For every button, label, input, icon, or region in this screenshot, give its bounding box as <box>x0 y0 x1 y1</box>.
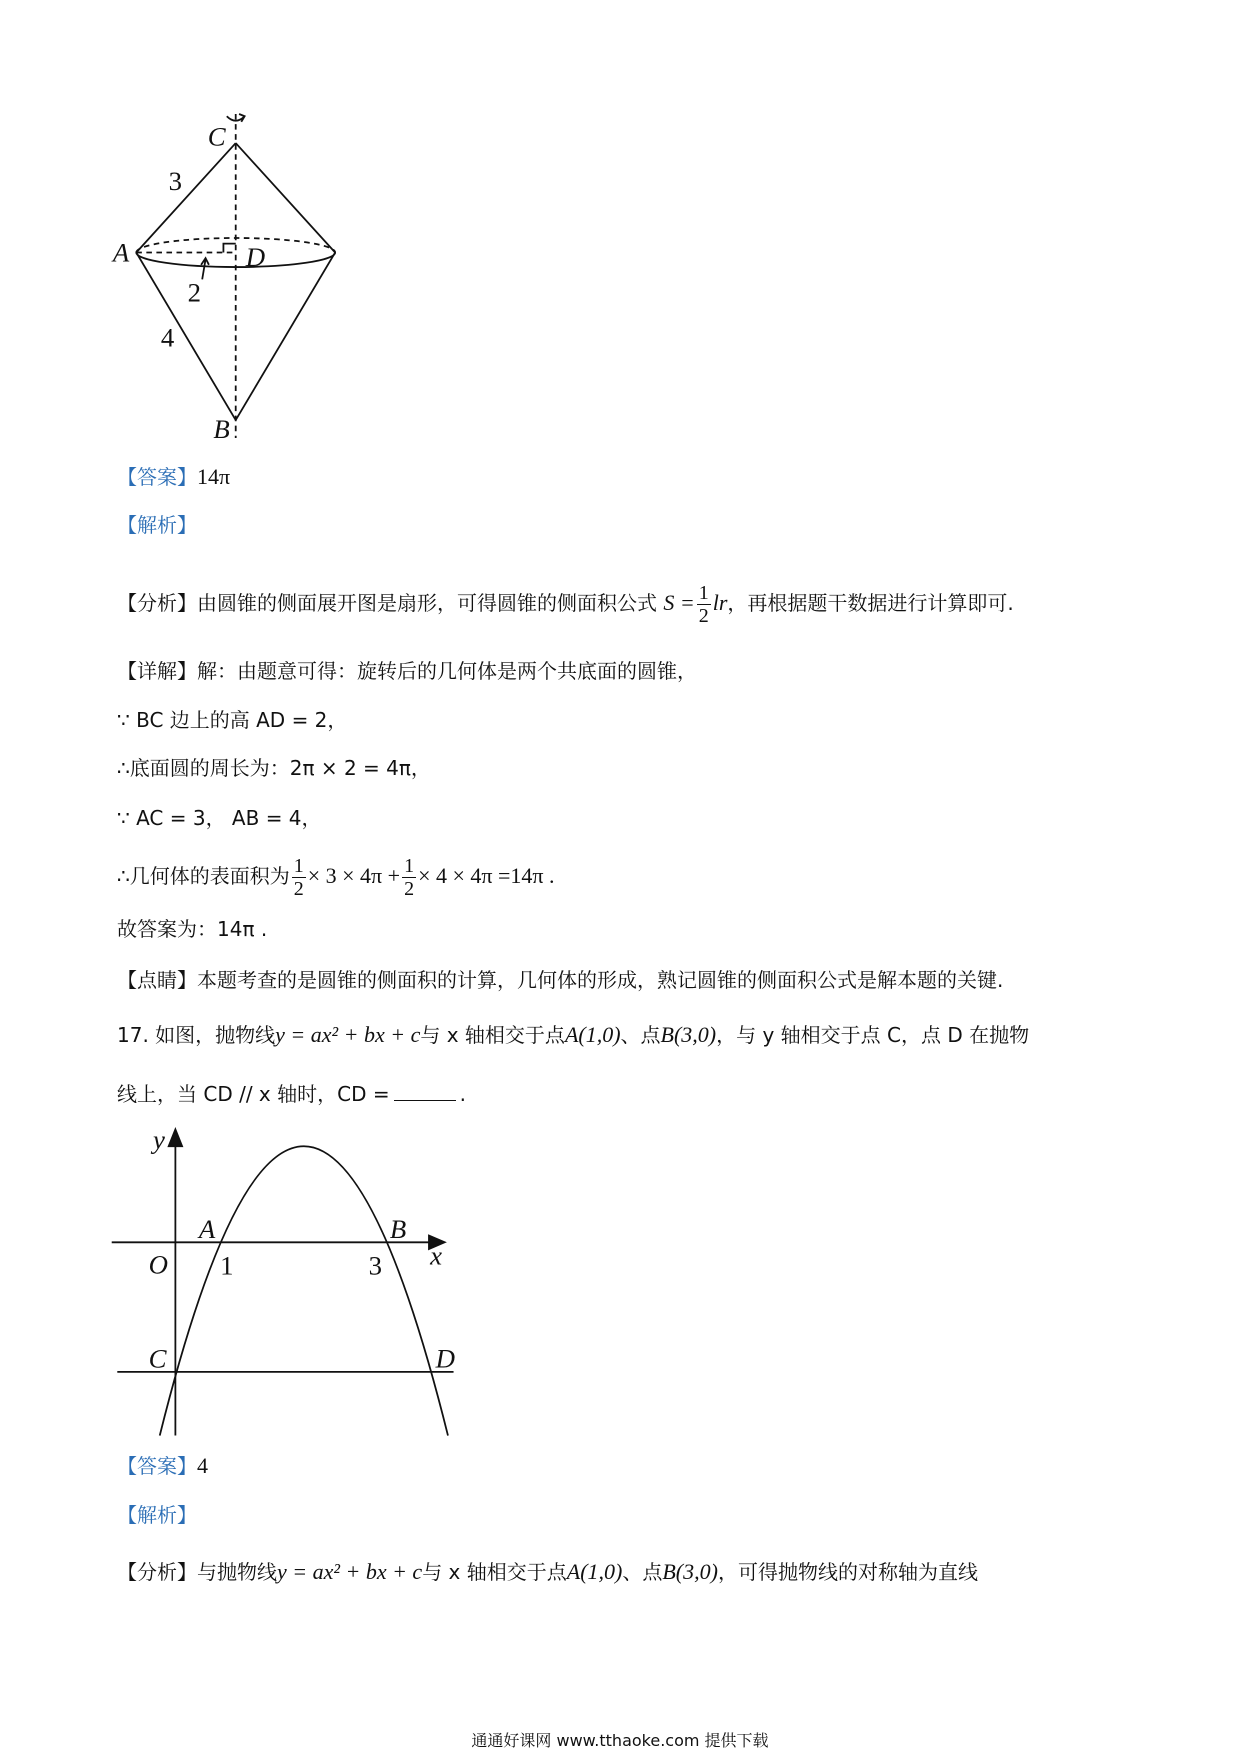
dianjing-tag: 【点睛】 <box>117 968 197 992</box>
q17-stem-line2 <box>117 1081 466 1107</box>
label-B: B <box>213 413 230 444</box>
point-a: A(1,0) <box>564 1022 621 1047</box>
denominator: 2 <box>698 605 709 627</box>
point-a: A(1,0) <box>566 1559 623 1584</box>
parabola-figure <box>112 1124 455 1435</box>
answer-value: 4 <box>197 1453 208 1478</box>
conclusion: 故答案为：14π . <box>117 917 268 941</box>
pointer-arrow-icon <box>201 258 209 279</box>
label-C: C <box>207 121 226 152</box>
equation: y = ax² + bx + c <box>275 1022 421 1047</box>
point-b: B(3,0) <box>662 1559 718 1584</box>
label-x: x <box>430 1240 442 1271</box>
stem-text: 17. 如图，抛物线 <box>117 1023 276 1047</box>
q16-dianjing <box>117 967 1003 993</box>
fraction <box>292 855 306 900</box>
fenxi-text: 、点 <box>622 1560 663 1584</box>
solution-line: ∴底面圆的周长为：2π × 2 = 4π， <box>117 756 431 780</box>
fraction <box>697 582 711 627</box>
label-3: 3 <box>368 1250 383 1281</box>
label-1: 1 <box>220 1250 234 1281</box>
stem-text: 、点 <box>620 1023 661 1047</box>
solution-line: ∵ AC = 3， AB = 4， <box>117 806 322 830</box>
fenxi-tag: 【分析】 <box>117 591 197 615</box>
fenxi-text: 与 x 轴相交于点 <box>422 1560 567 1584</box>
double-cone-figure <box>111 114 335 444</box>
denominator: 2 <box>404 878 415 900</box>
label-ac: 3 <box>168 165 183 196</box>
q17-stem-line1 <box>117 1022 1029 1048</box>
label-C: C <box>148 1343 167 1374</box>
stem-text: ，与 y 轴相交于点 C，点 D 在抛物 <box>716 1023 1030 1047</box>
label-A: A <box>112 237 130 268</box>
numerator: 1 <box>404 855 415 877</box>
fenxi-text: 由圆锥的侧面展开图是扇形，可得圆锥的侧面积公式 <box>197 591 657 615</box>
denominator: 2 <box>293 878 304 900</box>
point-b: B(3,0) <box>660 1022 717 1047</box>
label-D: D <box>435 1343 456 1374</box>
fenxi-text: ，可得抛物线的对称轴为直线 <box>717 1560 978 1584</box>
label-y: y <box>153 1124 165 1155</box>
fenxi-text: 与抛物线 <box>197 1560 277 1584</box>
label-B: B <box>389 1213 407 1244</box>
numerator: 1 <box>698 582 709 604</box>
q16-fenxi <box>117 582 1014 627</box>
label-D: D <box>245 241 266 272</box>
solution-line: ∵ BC 边上的高 AD = 2， <box>117 708 348 732</box>
label-ad: 2 <box>187 277 202 308</box>
label-O: O <box>148 1249 168 1280</box>
fenxi-text-2: ，再根据题干数据进行计算即可. <box>727 591 1014 615</box>
y-axis-arrow-icon <box>169 1129 182 1146</box>
area-term-2: × 4 × 4π =14π . <box>418 863 555 888</box>
answer-tag: 【答案】 <box>117 465 197 489</box>
right-angle-mark <box>223 244 235 253</box>
q16-analysis-tag <box>117 512 197 538</box>
stem-text: . <box>459 1082 466 1106</box>
parabola-curve <box>160 1146 448 1435</box>
q16-answer <box>117 464 230 490</box>
answer-value: 14π <box>197 464 231 489</box>
stem-text: 线上，当 CD // x 轴时，CD = <box>117 1082 390 1106</box>
footer-watermark: 通通好课网 www.tthaoke.com 提供下载 <box>471 1731 769 1750</box>
label-ab: 4 <box>160 322 175 353</box>
solution-line: 解：由题意可得：旋转后的几何体是两个共底面的圆锥， <box>197 659 697 683</box>
xiangjie-tag: 【详解】 <box>117 659 197 683</box>
answer-tag: 【答案】 <box>117 1454 197 1478</box>
fenxi-tag: 【分析】 <box>117 1560 197 1584</box>
q16-xiangjie <box>117 658 697 684</box>
dianjing-text: 本题考查的是圆锥的侧面积的计算，几何体的形成，熟记圆锥的侧面积公式是解本题的关键. <box>197 968 1004 992</box>
area-prefix: ∴几何体的表面积为 <box>117 864 290 888</box>
formula-rhs: lr <box>712 590 728 615</box>
formula-lhs: S = <box>663 590 695 615</box>
label-A: A <box>198 1213 216 1244</box>
numerator: 1 <box>293 855 304 877</box>
equation: y = ax² + bx + c <box>277 1559 423 1584</box>
q17-fenxi <box>117 1559 978 1585</box>
surface-area-line <box>117 855 555 900</box>
analysis-tag: 【解析】 <box>117 513 197 537</box>
stem-text: 与 x 轴相交于点 <box>420 1023 565 1047</box>
q17-answer <box>117 1453 208 1479</box>
q17-analysis-tag <box>117 1502 197 1528</box>
area-term-1: × 3 × 4π + <box>307 863 401 888</box>
analysis-tag: 【解析】 <box>117 1503 197 1527</box>
fraction <box>402 855 416 900</box>
answer-blank <box>394 1100 456 1101</box>
